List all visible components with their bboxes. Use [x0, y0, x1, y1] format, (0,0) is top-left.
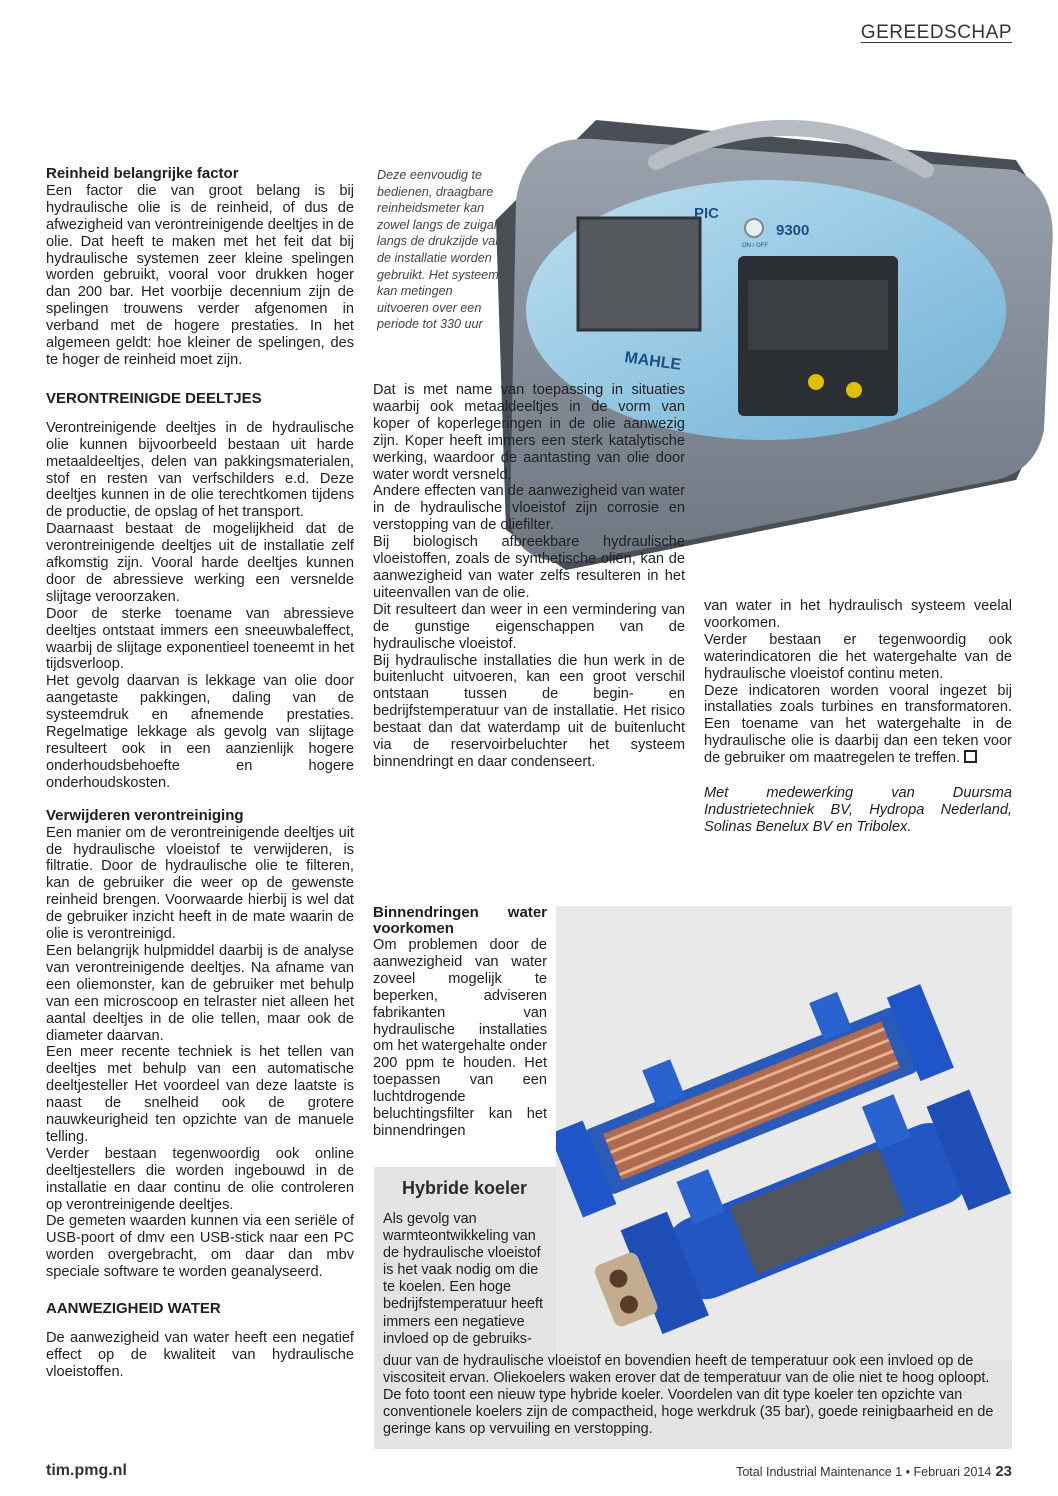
credits: Met medewerking van Duursma Industrietechniek BV, Hydropa Nederland, Solinas Benelux BV en Tribolex.: [704, 785, 1012, 835]
hybrid-cooler-photo: [556, 906, 1012, 1360]
box-text-upper: [383, 1211, 553, 1348]
power-switch-label: ON / OFF: [742, 243, 768, 249]
paragraph: Verder bestaan tegenwoordig ook online deeltjestellers die worden ingebouwd in de installatie en daar continu de olie controleren op verontreinigende deeltjes.: [46, 1145, 354, 1213]
device-model-number: 9300: [776, 222, 810, 239]
column-3: [704, 598, 1012, 836]
paragraph: Andere effecten van de aanwezigheid van water in de hydraulische vloeistof zijn corrosie en verstopping van de oliefilter.: [373, 483, 685, 534]
paragraph: Bij biologisch afbreekbare hydraulische vloeistoffen, zoals de synthetische oliën, kan de aanwezigheid van water zelfs resulteren in het uiteenvallen van de olie.: [373, 534, 685, 601]
paragraph: De aanwezigheid van water heeft een negatief effect op de kwaliteit van hydraulische vloeistoffen.: [46, 1330, 354, 1380]
section-label: GEREEDSCHAP: [860, 22, 1012, 43]
paragraph: Een manier om de verontreinigende deeltjes uit de hydraulische vloeistof te verwijderen, is filtratie. Door de hydraulische olie te filteren, kan de gebruiker die weer op de gewenste reinheid brengen. Voorwaarde hierbij is wel dat de gebruiker inzicht heeft in de mate waarin de olie is verontreinigd.: [46, 824, 354, 943]
device-model-label: PIC: [694, 205, 720, 222]
column-1: [46, 166, 354, 1381]
website-link[interactable]: tim.pmg.nl: [46, 1462, 127, 1479]
paragraph: Dat is met name van toepassing in situaties waarbij ook metaaldeeltjes in de vorm van koper of koperlegeringen in de olie aanwezig zijn. Koper heeft immers een sterk katalytische werking, waardoor de aantasting van olie door water wordt versneld.: [373, 382, 685, 483]
end-mark-icon: [964, 750, 977, 763]
column-2: [373, 382, 685, 771]
box-paragraph: Als gevolg van warmteontwikkeling van de hydraulische vloeistof is het vaak nodig om die te koelen. Een hoge bedrijfstemperatuur heeft immers een negatieve invloed op de gebruiks-: [383, 1211, 543, 1347]
end-paragraph-text: Deze indicatoren worden vooral ingezet bij installaties zoals turbines en transformatoren. Een toename van het watergehalte in de hydraulische olie is daarbij dan een teken voor de gebruiker om maatregelen te treffen.: [704, 682, 1012, 767]
photo-caption: Deze eenvoudig te bedienen, draagbare reinheidsmeter kan zowel langs de zuigals langs de drukzijde van de installatie worden gebruikt. Het systeem kan metingen uitvoeren over een periode tot 330 uur: [377, 168, 504, 332]
heading-reinheid: Reinheid belangrijke factor: [46, 165, 239, 182]
paragraph: Het gevolg daarvan is lekkage van olie door aangetaste pakkingen, daling van de systeemdruk en afnemende prestaties. Regelmatige lekkage als gevolg van slijtage resulteert ook in een aanzienlijk hogere onderhoudsbehoefte en hogere onderhoudskosten.: [46, 673, 354, 791]
paragraph: Verder bestaan er tegenwoordig ook waterindicatoren die het watergehalte van de hydraulische vloeistof continu meten.: [704, 631, 1012, 682]
paragraph: [704, 683, 1012, 768]
paragraph: Daarnaast bestaat de mogelijkheid dat de verontreinigende deeltjes uit de installatie zelf afkomstig zijn. Vooral harde deeltjes kunnen door de abressieve werking een versnelde slijtage veroorzaken.: [46, 521, 354, 605]
box-text-lower: [383, 1353, 1011, 1438]
paragraph: Een factor die van groot belang is bij hydraulische olie is de reinheid, of dus de afwezigheid van verontreinigende deeltjes in de olie. Dat heeft te maken met het feit dat bij hydraulische systemen zeer kleine spelingen worden gebruikt, vooral voor drukken hoger dan 200 bar. Het voorbije decennium zijn de spelingen trouwens verder afgenomen in verband met de hogere prestaties. In het algemeen geldt: hoe kleiner de spelingen, des te hoger de reinheid moet zijn.: [46, 182, 354, 368]
box-title: Hybride koeler: [402, 1178, 528, 1198]
box-paragraph: duur van de hydraulische vloeistof en bovendien heeft de temperatuur ook een invloed op de viscositeit ervan. Oliekoelers waken erover dat de temperatuur van de olie niet te hoog oploopt. De foto toont een nieuw type hybride koeler. Voordelen van dit type koeler ten opzichte van conventionele koelers zijn de compactheid, hoge werkdruk (35 bar), goede reinigbaarheid en de geringe kans op vervuiling en verstopping.: [383, 1353, 994, 1438]
paragraph: van water in het hydraulisch systeem veelal voorkomen.: [704, 598, 1012, 631]
paragraph: Een meer recente techniek is het tellen van deeltjes met behulp van een automatische deeltjesteller Het voordeel van deze laatste is naast de snelheid ook de grotere nauwkeurigheid ten opzichte van de manuele telling.: [46, 1044, 354, 1145]
heading-verwijderen: Verwijderen verontreiniging: [46, 806, 244, 824]
page-footer: [736, 1463, 1012, 1480]
column-2-lower: [373, 905, 547, 1140]
paragraph: Verontreinigende deeltjes in de hydraulische olie kunnen bijvoorbeeld bestaan uit harde metaaldeeltjes, delen van pakkingsmaterialen, stof en resten van verfschilders e.d. Deze deeltjes kunnen in de olie terechtkomen tijdens de productie, de opslag of het transport.: [46, 419, 354, 521]
paragraph: Dit resulteert dan weer in een vermindering van de gunstige eigenschappen van de hydraulische vloeistof.: [373, 601, 685, 652]
heading-aanwezigheid-water: AANWEZIGHEID WATER: [46, 1300, 221, 1318]
page-number: 23: [995, 1463, 1012, 1480]
paragraph: Een belangrijk hulpmiddel daarbij is de analyse van verontreinigende deeltjes. Na afname van een oliemonster, kan de gebruiker met behulp van een microscoop en telraster niet alleen het aantal deeltjes in de olie tellen, maar ook de diameter daarvan.: [46, 942, 354, 1044]
device-brand: MAHLE: [623, 349, 683, 374]
paragraph: Door de sterke toename van abressieve deeltjes ontstaat immers een sneeuwbaleffect, waarbij de slijtage exponentieel toeneemt in het tijdsverloop.: [46, 605, 354, 673]
magazine-issue: Total Industrial Maintenance 1 • Februari 2014: [736, 1465, 992, 1479]
heading-verontreinigde-deeltjes: VERONTREINIGDE DEELTJES: [46, 389, 262, 407]
heading-binnendringen: Binnendringen water voorkomen: [373, 904, 547, 937]
paragraph: Om problemen door de aanwezigheid van water zoveel mogelijk te beperken, adviseren fabrikanten van hydraulische installaties om het watergehalte onder 200 ppm te houden. Het toepassen van een luchtdrogende beluchtingsfilter kan het binnendringen: [373, 937, 547, 1139]
paragraph: Bij hydraulische installaties die hun werk in de buitenlucht uitvoeren, kan een groot verschil ontstaan tussen de begin- en bedrijfstemperatuur van de installatie. Het risico bestaat dan dat waterdamp uit de buitenlucht via de reservoirbeluchter het systeem binnendringt en daar condenseert.: [373, 652, 685, 770]
paragraph: De gemeten waarden kunnen via een seriële of USB-poort of dmv een USB-stick naar een PC worden overgebracht, om daar dan mbv speciale software te worden geanalyseerd.: [46, 1213, 354, 1281]
